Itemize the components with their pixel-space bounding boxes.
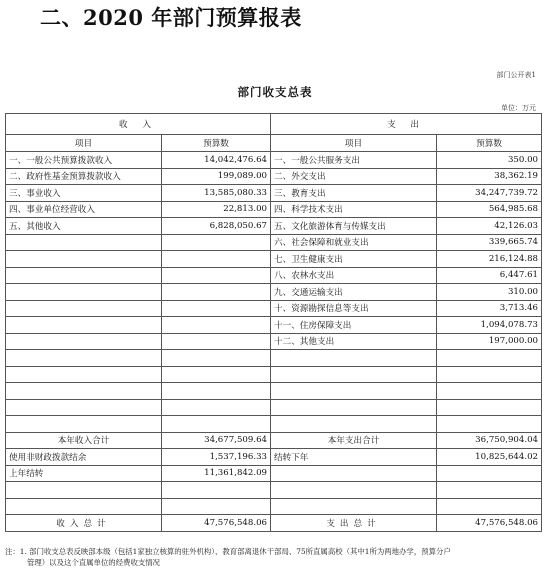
income-section-header: 收 入 [6,114,271,135]
table-row [6,284,542,301]
footnote-line-1: 注：1. 部门收支总表反映部本级（包括1家独立核算的驻外机构）、教育部离退休干部局、75所直属高校（其中1所为两地办学，预算分户 [5,547,451,556]
table-row [6,317,542,334]
income-item [6,317,162,334]
income-value: 14,042,476.64 [162,152,271,169]
prior-year-carryover-label: 上年结转 [6,465,162,482]
section-header-row [6,114,542,135]
page-title: 二、2020 年部门预算报表 [40,5,302,30]
prior-year-carryover-value: 11,361,842.09 [162,465,271,482]
expense-value [437,465,542,482]
income-value [162,284,271,301]
table-row [6,152,542,169]
income-budget-header: 预算数 [162,135,271,152]
expense-value: 564,985.68 [437,201,542,218]
unit-label: 单位：万元 [501,104,536,112]
income-item [6,267,162,284]
grand-total-row [6,515,542,532]
expense-section-header: 支 出 [271,114,542,135]
expense-grand-total-label: 支出总计 [271,515,437,532]
table-row [6,185,542,202]
expense-value: 42,126.03 [437,218,542,235]
expense-item: 六、社会保障和就业支出 [271,234,437,251]
empty-row [6,350,542,367]
income-item: 四、事业单位经营收入 [6,201,162,218]
total-row [6,465,542,482]
income-grand-total-label: 收入总计 [6,515,162,532]
income-value: 13,585,080.33 [162,185,271,202]
income-value [162,300,271,317]
income-item: 三、事业收入 [6,185,162,202]
income-value: 22,813.00 [162,201,271,218]
table-row [6,234,542,251]
carry-forward-label: 结转下年 [271,449,437,466]
expense-value: 197,000.00 [437,333,542,350]
budget-table [5,113,542,532]
income-value [162,234,271,251]
expense-value: 350.00 [437,152,542,169]
income-item [6,251,162,268]
empty-row [6,416,542,433]
income-value: 199,089.00 [162,168,271,185]
table-row [6,300,542,317]
table-row [6,218,542,235]
income-total-value: 34,677,509.64 [162,432,271,449]
expense-total-value: 36,750,904.04 [437,432,542,449]
total-row [6,449,542,466]
expense-value: 34,247,739.72 [437,185,542,202]
income-value [162,333,271,350]
expense-item: 十一、住房保障支出 [271,317,437,334]
expense-item: 四、科学技术支出 [271,201,437,218]
non-fiscal-balance-label: 使用非财政拨款结余 [6,449,162,466]
income-item: 二、政府性基金预算拨款收入 [6,168,162,185]
expense-value: 3,713.46 [437,300,542,317]
expense-item: 七、卫生健康支出 [271,251,437,268]
income-item [6,300,162,317]
empty-row [6,482,542,499]
table-title: 部门收支总表 [237,85,313,99]
expense-total-label: 本年支出合计 [271,432,437,449]
expense-item: 三、教育支出 [271,185,437,202]
expense-item: 九、交通运输支出 [271,284,437,301]
empty-row [6,366,542,383]
income-total-label: 本年收入合计 [6,432,162,449]
expense-item: 五、文化旅游体育与传媒支出 [271,218,437,235]
income-grand-total-value: 47,576,548.06 [162,515,271,532]
carry-forward-value: 10,825,644.02 [437,449,542,466]
expense-value: 339,665.74 [437,234,542,251]
table-row [6,251,542,268]
expense-item: 二、外交支出 [271,168,437,185]
expense-budget-header: 预算数 [437,135,542,152]
table-row [6,201,542,218]
expense-item: 十、资源勘探信息等支出 [271,300,437,317]
income-item [6,333,162,350]
total-row [6,432,542,449]
income-item [6,234,162,251]
expense-item: 八、农林水支出 [271,267,437,284]
expense-item: 一、一般公共服务支出 [271,152,437,169]
income-value [162,317,271,334]
footnote [5,546,545,566]
income-value [162,267,271,284]
income-item: 五、其他收入 [6,218,162,235]
expense-value: 216,124.88 [437,251,542,268]
table-row [6,333,542,350]
income-value [162,251,271,268]
empty-row [6,383,542,400]
empty-row [6,399,542,416]
expense-grand-total-value: 47,576,548.06 [437,515,542,532]
income-item-header: 项目 [6,135,162,152]
non-fiscal-balance-value: 1,537,196.33 [162,449,271,466]
footnote-line-2: 管理）以及这个直属单位的经费收支情况 [27,558,161,566]
expense-item: 十二、其他支出 [271,333,437,350]
expense-item-header: 项目 [271,135,437,152]
table-row [6,168,542,185]
doc-code: 部门公开表1 [496,71,536,79]
income-value: 6,828,050.67 [162,218,271,235]
expense-value: 1,094,078.73 [437,317,542,334]
income-item [6,284,162,301]
table-row [6,267,542,284]
expense-value: 6,447.61 [437,267,542,284]
expense-value: 310.00 [437,284,542,301]
column-header-row [6,135,542,152]
empty-row [6,498,542,515]
expense-item [271,465,437,482]
income-item: 一、一般公共预算拨款收入 [6,152,162,169]
expense-value: 38,362.19 [437,168,542,185]
